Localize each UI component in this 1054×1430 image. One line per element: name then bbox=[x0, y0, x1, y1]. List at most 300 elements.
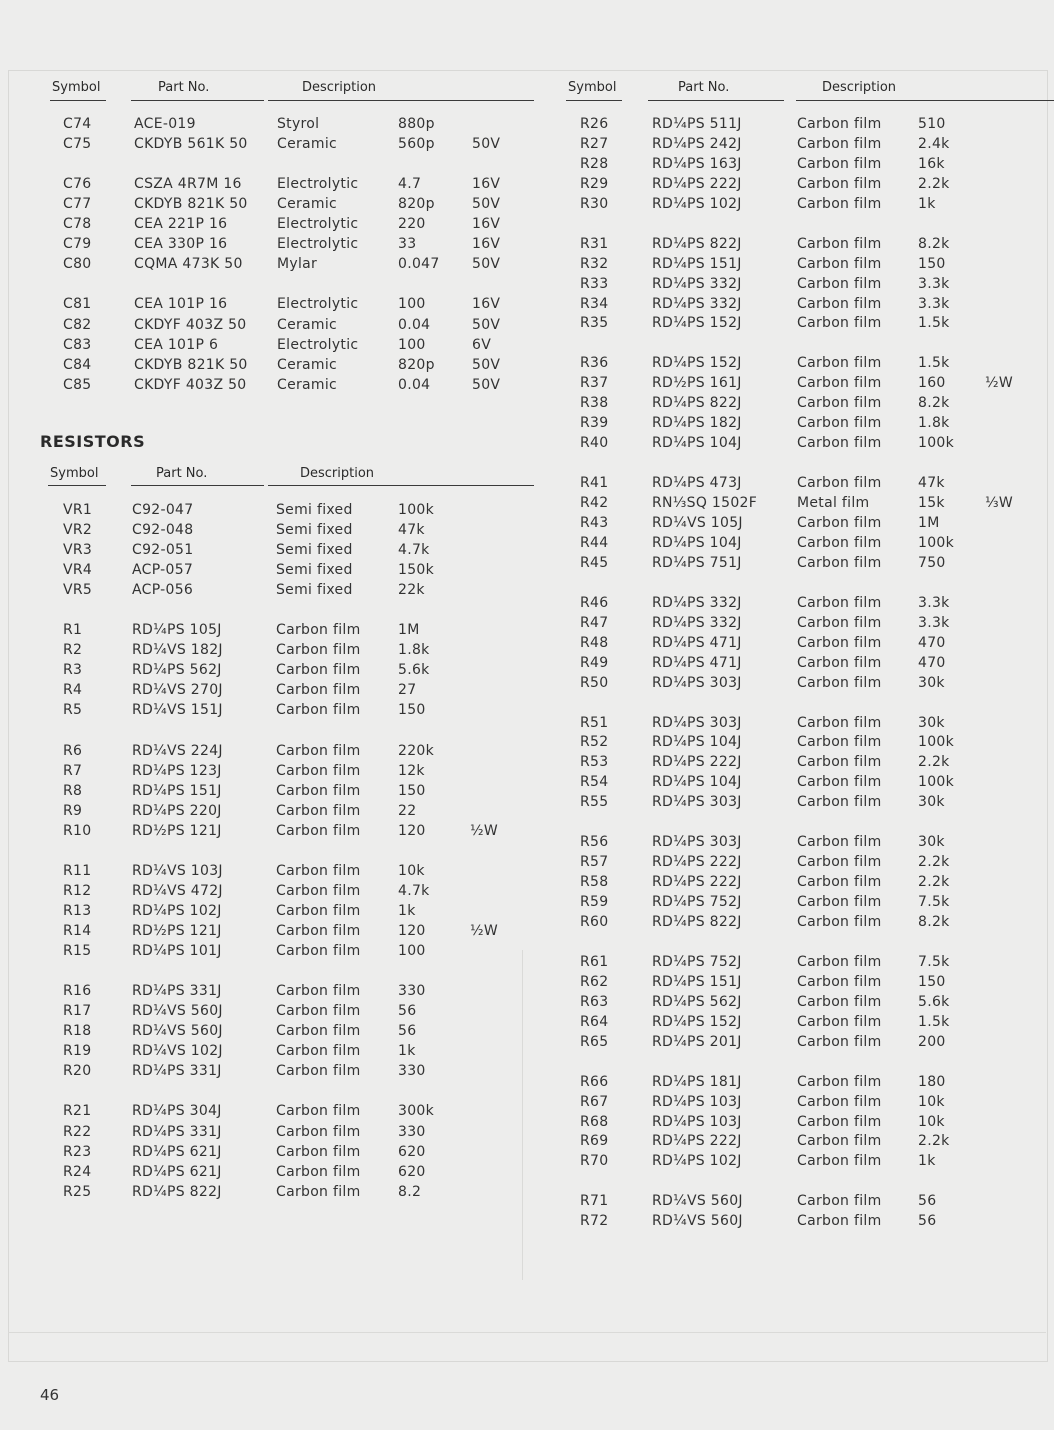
cell-value: 1.5k bbox=[918, 315, 950, 331]
cell-symbol: R15 bbox=[63, 943, 92, 959]
cell-part-no: RD¼VS 103J bbox=[132, 863, 223, 879]
cell-symbol: R57 bbox=[580, 854, 609, 870]
cell-value: 620 bbox=[398, 1164, 426, 1180]
cell-symbol: R67 bbox=[580, 1094, 609, 1110]
parts-row bbox=[0, 772, 1054, 792]
parts-row bbox=[0, 373, 1054, 393]
cell-part-no: RD¼PS 152J bbox=[652, 1014, 742, 1030]
cell-part-no: RD¼PS 151J bbox=[652, 974, 742, 990]
parts-row bbox=[0, 952, 1054, 972]
cell-symbol: C77 bbox=[63, 196, 92, 212]
page-number: 46 bbox=[40, 1386, 60, 1404]
cell-part-no: RD¼PS 104J bbox=[652, 535, 742, 551]
cell-symbol: C74 bbox=[63, 116, 92, 132]
cell-part-no: ACP-056 bbox=[132, 582, 194, 598]
cell-description: Electrolytic bbox=[277, 337, 359, 353]
cell-description: Carbon film bbox=[797, 974, 882, 990]
cell-part-no: RD¼VS 560J bbox=[132, 1023, 223, 1039]
cell-symbol: R44 bbox=[580, 535, 609, 551]
cell-value: 7.5k bbox=[918, 894, 950, 910]
cell-symbol: R61 bbox=[580, 954, 609, 970]
cell-part-no: RN⅓SQ 1502F bbox=[652, 495, 758, 511]
cell-value: 220 bbox=[398, 216, 426, 232]
parts-row bbox=[0, 1012, 1054, 1032]
cell-part-no: RD¼PS 220J bbox=[132, 803, 222, 819]
left-header-symbol: Symbol bbox=[52, 80, 101, 95]
cell-description: Carbon film bbox=[797, 535, 882, 551]
cell-value: 100k bbox=[398, 502, 435, 518]
parts-row bbox=[0, 1112, 1054, 1132]
cell-symbol: R54 bbox=[580, 774, 609, 790]
cell-symbol: R48 bbox=[580, 635, 609, 651]
cell-value: 100 bbox=[398, 943, 426, 959]
cell-part-no: RD¼PS 471J bbox=[652, 635, 742, 651]
cell-symbol: R37 bbox=[580, 375, 609, 391]
parts-row bbox=[0, 154, 1054, 174]
cell-part-no: RD¼PS 822J bbox=[132, 1184, 222, 1200]
parts-row bbox=[0, 274, 1054, 294]
cell-description: Carbon film bbox=[276, 1023, 361, 1039]
cell-description: Electrolytic bbox=[277, 216, 359, 232]
parts-row bbox=[0, 294, 1054, 314]
cell-value: 47k bbox=[398, 522, 425, 538]
cell-part-no: RD¼VS 472J bbox=[132, 883, 223, 899]
cell-description: Carbon film bbox=[797, 296, 882, 312]
cell-description: Semi fixed bbox=[276, 582, 353, 598]
cell-value: 2.4k bbox=[918, 136, 950, 152]
cell-description: Carbon film bbox=[797, 375, 882, 391]
cell-description: Carbon film bbox=[797, 794, 882, 810]
cell-part-no: RD¼PS 471J bbox=[652, 655, 742, 671]
cell-description: Carbon film bbox=[797, 435, 882, 451]
cell-part-no: RD¼PS 104J bbox=[652, 774, 742, 790]
parts-row bbox=[0, 1131, 1054, 1151]
cell-value: 5.6k bbox=[918, 994, 950, 1010]
parts-row bbox=[0, 872, 1054, 892]
cell-symbol: R32 bbox=[580, 256, 609, 272]
cell-part-no: RD¼VS 560J bbox=[652, 1193, 743, 1209]
cell-description: Carbon film bbox=[797, 136, 882, 152]
cell-part-no: ACP-057 bbox=[132, 562, 194, 578]
cell-part-no: RD¼PS 151J bbox=[652, 256, 742, 272]
cell-part-no: RD¼PS 621J bbox=[132, 1164, 222, 1180]
cell-rating: 16V bbox=[472, 176, 501, 192]
cell-value: 8.2 bbox=[398, 1184, 422, 1200]
cell-value: 510 bbox=[918, 116, 946, 132]
parts-row bbox=[0, 473, 1054, 493]
cell-value: 27 bbox=[398, 682, 417, 698]
cell-description: Carbon film bbox=[797, 834, 882, 850]
cell-part-no: RD½PS 161J bbox=[652, 375, 742, 391]
cell-part-no: RD¼VS 182J bbox=[132, 642, 223, 658]
bleed-through-rule bbox=[8, 1332, 1046, 1333]
cell-description: Carbon film bbox=[276, 1103, 361, 1119]
cell-part-no: CQMA 473K 50 bbox=[134, 256, 243, 272]
cell-description: Carbon film bbox=[797, 1014, 882, 1030]
cell-symbol: R50 bbox=[580, 675, 609, 691]
cell-symbol: C76 bbox=[63, 176, 92, 192]
cell-symbol: VR2 bbox=[63, 522, 93, 538]
cell-symbol: R16 bbox=[63, 983, 92, 999]
cell-description: Carbon film bbox=[276, 863, 361, 879]
parts-row bbox=[0, 533, 1054, 553]
cell-description: Carbon film bbox=[797, 236, 882, 252]
cell-part-no: CKDYB 821K 50 bbox=[134, 196, 248, 212]
cell-part-no: CKDYF 403Z 50 bbox=[134, 317, 247, 333]
cell-part-no: RD¼PS 102J bbox=[652, 196, 742, 212]
cell-value: 200 bbox=[918, 1034, 946, 1050]
cell-value: 56 bbox=[918, 1213, 937, 1229]
cell-value: 16k bbox=[918, 156, 945, 172]
cell-symbol: R68 bbox=[580, 1114, 609, 1130]
cell-part-no: RD¼PS 332J bbox=[652, 595, 742, 611]
cell-description: Carbon film bbox=[276, 662, 361, 678]
parts-row bbox=[0, 1151, 1054, 1171]
cell-symbol: R58 bbox=[580, 874, 609, 890]
cell-part-no: CKDYF 403Z 50 bbox=[134, 377, 247, 393]
parts-row bbox=[0, 752, 1054, 772]
cell-symbol: R46 bbox=[580, 595, 609, 611]
cell-part-no: RD¼PS 303J bbox=[652, 675, 742, 691]
cell-description: Carbon film bbox=[276, 803, 361, 819]
right-header-part-no: Part No. bbox=[678, 80, 730, 95]
cell-part-no: ACE-019 bbox=[134, 116, 196, 132]
cell-value: 22k bbox=[398, 582, 425, 598]
cell-rating: 50V bbox=[472, 357, 501, 373]
cell-part-no: RD¼PS 331J bbox=[132, 1063, 222, 1079]
parts-row bbox=[0, 1072, 1054, 1092]
parts-row bbox=[0, 214, 1054, 234]
parts-row bbox=[0, 413, 1054, 433]
cell-value: 120 bbox=[398, 923, 426, 939]
cell-value: 30k bbox=[918, 794, 945, 810]
cell-description: Carbon film bbox=[797, 196, 882, 212]
cell-symbol: R11 bbox=[63, 863, 92, 879]
cell-symbol: R52 bbox=[580, 734, 609, 750]
resistors-header-symbol: Symbol bbox=[50, 466, 99, 481]
cell-description: Semi fixed bbox=[276, 522, 353, 538]
cell-description: Electrolytic bbox=[277, 236, 359, 252]
cell-value: 100k bbox=[918, 535, 955, 551]
cell-symbol: R51 bbox=[580, 715, 609, 731]
cell-value: 3.3k bbox=[918, 595, 950, 611]
cell-description: Carbon film bbox=[797, 715, 882, 731]
cell-description: Carbon film bbox=[797, 256, 882, 272]
cell-symbol: C79 bbox=[63, 236, 92, 252]
cell-rating: ½W bbox=[470, 923, 499, 939]
cell-part-no: RD¼PS 822J bbox=[652, 914, 742, 930]
cell-value: 100k bbox=[918, 734, 955, 750]
cell-value: 5.6k bbox=[398, 662, 430, 678]
cell-description: Carbon film bbox=[797, 1133, 882, 1149]
cell-value: 150 bbox=[918, 974, 946, 990]
cell-value: 150 bbox=[398, 702, 426, 718]
cell-value: 22 bbox=[398, 803, 417, 819]
cell-symbol: R34 bbox=[580, 296, 609, 312]
cell-rating: 50V bbox=[472, 377, 501, 393]
cell-description: Carbon film bbox=[797, 595, 882, 611]
cell-value: 150 bbox=[918, 256, 946, 272]
cell-part-no: RD¼PS 511J bbox=[652, 116, 742, 132]
parts-row bbox=[0, 493, 1054, 513]
cell-value: 8.2k bbox=[918, 395, 950, 411]
cell-part-no: CKDYB 821K 50 bbox=[134, 357, 248, 373]
cell-part-no: RD¼PS 621J bbox=[132, 1144, 222, 1160]
cell-value: 150k bbox=[398, 562, 435, 578]
cell-symbol: R1 bbox=[63, 622, 83, 638]
cell-value: 560p bbox=[398, 136, 435, 152]
cell-part-no: RD¼PS 182J bbox=[652, 415, 742, 431]
cell-description: Carbon film bbox=[797, 475, 882, 491]
cell-value: 880p bbox=[398, 116, 435, 132]
cell-description: Semi fixed bbox=[276, 502, 353, 518]
cell-symbol: R19 bbox=[63, 1043, 92, 1059]
left-header-part-no: Part No. bbox=[158, 80, 210, 95]
cell-part-no: RD¼PS 181J bbox=[652, 1074, 742, 1090]
cell-description: Carbon film bbox=[276, 702, 361, 718]
cell-part-no: CEA 101P 6 bbox=[134, 337, 219, 353]
cell-part-no: RD¼PS 222J bbox=[652, 754, 742, 770]
cell-description: Carbon film bbox=[797, 635, 882, 651]
cell-symbol: R42 bbox=[580, 495, 609, 511]
cell-symbol: R5 bbox=[63, 702, 83, 718]
cell-part-no: RD¼VS 151J bbox=[132, 702, 223, 718]
parts-row bbox=[0, 1092, 1054, 1112]
cell-description: Carbon film bbox=[276, 983, 361, 999]
cell-description: Mylar bbox=[277, 256, 318, 272]
cell-description: Carbon film bbox=[276, 783, 361, 799]
cell-symbol: R6 bbox=[63, 743, 83, 759]
cell-symbol: R53 bbox=[580, 754, 609, 770]
resistors-header-description: Description bbox=[300, 466, 375, 481]
cell-value: 100 bbox=[398, 337, 426, 353]
cell-value: 820p bbox=[398, 196, 435, 212]
parts-row bbox=[0, 433, 1054, 453]
cell-part-no: RD¼PS 163J bbox=[652, 156, 742, 172]
parts-row bbox=[0, 254, 1054, 274]
parts-row bbox=[0, 732, 1054, 752]
cell-symbol: R56 bbox=[580, 834, 609, 850]
right-header-rule-part-no bbox=[648, 100, 784, 101]
cell-symbol: R8 bbox=[63, 783, 83, 799]
cell-symbol: R21 bbox=[63, 1103, 92, 1119]
cell-value: 7.5k bbox=[918, 954, 950, 970]
left-header-rule-symbol bbox=[50, 100, 106, 101]
cell-part-no: RD¼PS 562J bbox=[132, 662, 222, 678]
parts-row bbox=[0, 613, 1054, 633]
cell-description: Carbon film bbox=[276, 883, 361, 899]
parts-row bbox=[0, 513, 1054, 533]
parts-row bbox=[0, 992, 1054, 1012]
cell-value: 470 bbox=[918, 655, 946, 671]
cell-part-no: RD¼PS 303J bbox=[652, 715, 742, 731]
cell-description: Carbon film bbox=[797, 116, 882, 132]
cell-part-no: RD¼PS 752J bbox=[652, 954, 742, 970]
cell-symbol: R9 bbox=[63, 803, 83, 819]
cell-symbol: R64 bbox=[580, 1014, 609, 1030]
cell-value: 1k bbox=[918, 196, 936, 212]
cell-value: 4.7 bbox=[398, 176, 422, 192]
parts-row bbox=[0, 1032, 1054, 1052]
cell-description: Semi fixed bbox=[276, 562, 353, 578]
cell-part-no: RD¼PS 332J bbox=[652, 276, 742, 292]
cell-part-no: RD¼PS 222J bbox=[652, 854, 742, 870]
cell-part-no: RD¼PS 152J bbox=[652, 355, 742, 371]
cell-part-no: RD¼PS 332J bbox=[652, 615, 742, 631]
cell-part-no: C92-048 bbox=[132, 522, 194, 538]
cell-symbol: C82 bbox=[63, 317, 92, 333]
cell-symbol: R45 bbox=[580, 555, 609, 571]
cell-description: Carbon film bbox=[797, 914, 882, 930]
cell-part-no: RD¼PS 105J bbox=[132, 622, 222, 638]
cell-value: 1k bbox=[398, 1043, 416, 1059]
cell-symbol: R66 bbox=[580, 1074, 609, 1090]
cell-value: 160 bbox=[918, 375, 946, 391]
cell-part-no: RD¼VS 560J bbox=[652, 1213, 743, 1229]
cell-description: Carbon film bbox=[797, 734, 882, 750]
cell-value: 820p bbox=[398, 357, 435, 373]
cell-symbol: R60 bbox=[580, 914, 609, 930]
cell-part-no: CEA 221P 16 bbox=[134, 216, 228, 232]
cell-value: 30k bbox=[918, 834, 945, 850]
cell-description: Carbon film bbox=[797, 655, 882, 671]
cell-symbol: R59 bbox=[580, 894, 609, 910]
cell-description: Carbon film bbox=[797, 754, 882, 770]
cell-value: 0.04 bbox=[398, 317, 431, 333]
cell-value: 1k bbox=[918, 1153, 936, 1169]
cell-part-no: RD¼PS 104J bbox=[652, 435, 742, 451]
cell-value: 330 bbox=[398, 1124, 426, 1140]
cell-description: Carbon film bbox=[797, 415, 882, 431]
cell-value: 4.7k bbox=[398, 883, 430, 899]
cell-part-no: C92-047 bbox=[132, 502, 194, 518]
cell-value: 120 bbox=[398, 823, 426, 839]
cell-part-no: RD¼VS 224J bbox=[132, 743, 223, 759]
left-header-rule-description bbox=[268, 100, 534, 101]
resistors-header-part-no: Part No. bbox=[156, 466, 208, 481]
cell-description: Carbon film bbox=[797, 1034, 882, 1050]
cell-part-no: CSZA 4R7M 16 bbox=[134, 176, 242, 192]
parts-row bbox=[0, 313, 1054, 333]
cell-symbol: R31 bbox=[580, 236, 609, 252]
cell-description: Carbon film bbox=[797, 894, 882, 910]
cell-rating: ⅓W bbox=[985, 495, 1014, 511]
cell-symbol: R62 bbox=[580, 974, 609, 990]
parts-row bbox=[0, 234, 1054, 254]
parts-row bbox=[0, 713, 1054, 733]
parts-row bbox=[0, 1211, 1054, 1231]
cell-part-no: RD¼VS 102J bbox=[132, 1043, 223, 1059]
cell-description: Carbon film bbox=[797, 515, 882, 531]
cell-value: 470 bbox=[918, 635, 946, 651]
cell-symbol: R71 bbox=[580, 1193, 609, 1209]
cell-value: 150 bbox=[398, 783, 426, 799]
cell-part-no: RD¼VS 270J bbox=[132, 682, 223, 698]
parts-row bbox=[0, 353, 1054, 373]
parts-row bbox=[0, 673, 1054, 693]
cell-symbol: R22 bbox=[63, 1124, 92, 1140]
cell-value: 750 bbox=[918, 555, 946, 571]
cell-description: Carbon film bbox=[276, 1184, 361, 1200]
parts-row bbox=[0, 653, 1054, 673]
cell-description: Carbon film bbox=[276, 642, 361, 658]
parts-row bbox=[0, 134, 1054, 154]
cell-description: Carbon film bbox=[797, 874, 882, 890]
cell-symbol: R2 bbox=[63, 642, 83, 658]
cell-description: Carbon film bbox=[797, 675, 882, 691]
cell-part-no: RD¼PS 304J bbox=[132, 1103, 222, 1119]
cell-part-no: RD¼PS 242J bbox=[652, 136, 742, 152]
cell-symbol: R7 bbox=[63, 763, 83, 779]
cell-symbol: R14 bbox=[63, 923, 92, 939]
cell-value: 2.2k bbox=[918, 874, 950, 890]
cell-symbol: R29 bbox=[580, 176, 609, 192]
parts-row bbox=[0, 792, 1054, 812]
cell-description: Carbon film bbox=[276, 903, 361, 919]
parts-row bbox=[0, 114, 1054, 134]
left-header-rule-part-no bbox=[131, 100, 264, 101]
parts-row bbox=[0, 1191, 1054, 1211]
cell-part-no: RD¼PS 201J bbox=[652, 1034, 742, 1050]
cell-rating: 16V bbox=[472, 296, 501, 312]
cell-description: Carbon film bbox=[797, 954, 882, 970]
parts-row bbox=[0, 832, 1054, 852]
cell-value: 180 bbox=[918, 1074, 946, 1090]
cell-symbol: R69 bbox=[580, 1133, 609, 1149]
cell-description: Carbon film bbox=[797, 156, 882, 172]
cell-description: Styrol bbox=[277, 116, 320, 132]
cell-value: 10k bbox=[398, 863, 425, 879]
cell-symbol: R27 bbox=[580, 136, 609, 152]
cell-symbol: R41 bbox=[580, 475, 609, 491]
cell-description: Carbon film bbox=[797, 315, 882, 331]
cell-description: Carbon film bbox=[797, 1213, 882, 1229]
cell-description: Ceramic bbox=[277, 136, 338, 152]
cell-symbol: R40 bbox=[580, 435, 609, 451]
cell-value: 2.2k bbox=[918, 754, 950, 770]
cell-description: Carbon film bbox=[797, 1074, 882, 1090]
cell-part-no: RD½PS 121J bbox=[132, 823, 222, 839]
cell-symbol: VR3 bbox=[63, 542, 93, 558]
cell-symbol: R18 bbox=[63, 1023, 92, 1039]
cell-rating: 6V bbox=[472, 337, 492, 353]
cell-value: 1M bbox=[918, 515, 940, 531]
cell-value: 2.2k bbox=[918, 854, 950, 870]
cell-symbol: R72 bbox=[580, 1213, 609, 1229]
cell-rating: ½W bbox=[985, 375, 1014, 391]
cell-symbol: C75 bbox=[63, 136, 92, 152]
cell-symbol: R65 bbox=[580, 1034, 609, 1050]
cell-value: 0.04 bbox=[398, 377, 431, 393]
cell-value: 10k bbox=[918, 1094, 945, 1110]
cell-description: Carbon film bbox=[276, 823, 361, 839]
cell-rating: ½W bbox=[470, 823, 499, 839]
cell-part-no: CEA 101P 16 bbox=[134, 296, 228, 312]
cell-symbol: R10 bbox=[63, 823, 92, 839]
cell-description: Ceramic bbox=[277, 317, 338, 333]
cell-symbol: C84 bbox=[63, 357, 92, 373]
cell-part-no: RD¼PS 102J bbox=[652, 1153, 742, 1169]
cell-symbol: C78 bbox=[63, 216, 92, 232]
cell-description: Electrolytic bbox=[277, 176, 359, 192]
cell-description: Carbon film bbox=[797, 395, 882, 411]
cell-symbol: R3 bbox=[63, 662, 83, 678]
cell-value: 1.8k bbox=[918, 415, 950, 431]
cell-part-no: RD¼PS 222J bbox=[652, 176, 742, 192]
parts-row bbox=[0, 972, 1054, 992]
cell-value: 620 bbox=[398, 1144, 426, 1160]
cell-value: 300k bbox=[398, 1103, 435, 1119]
